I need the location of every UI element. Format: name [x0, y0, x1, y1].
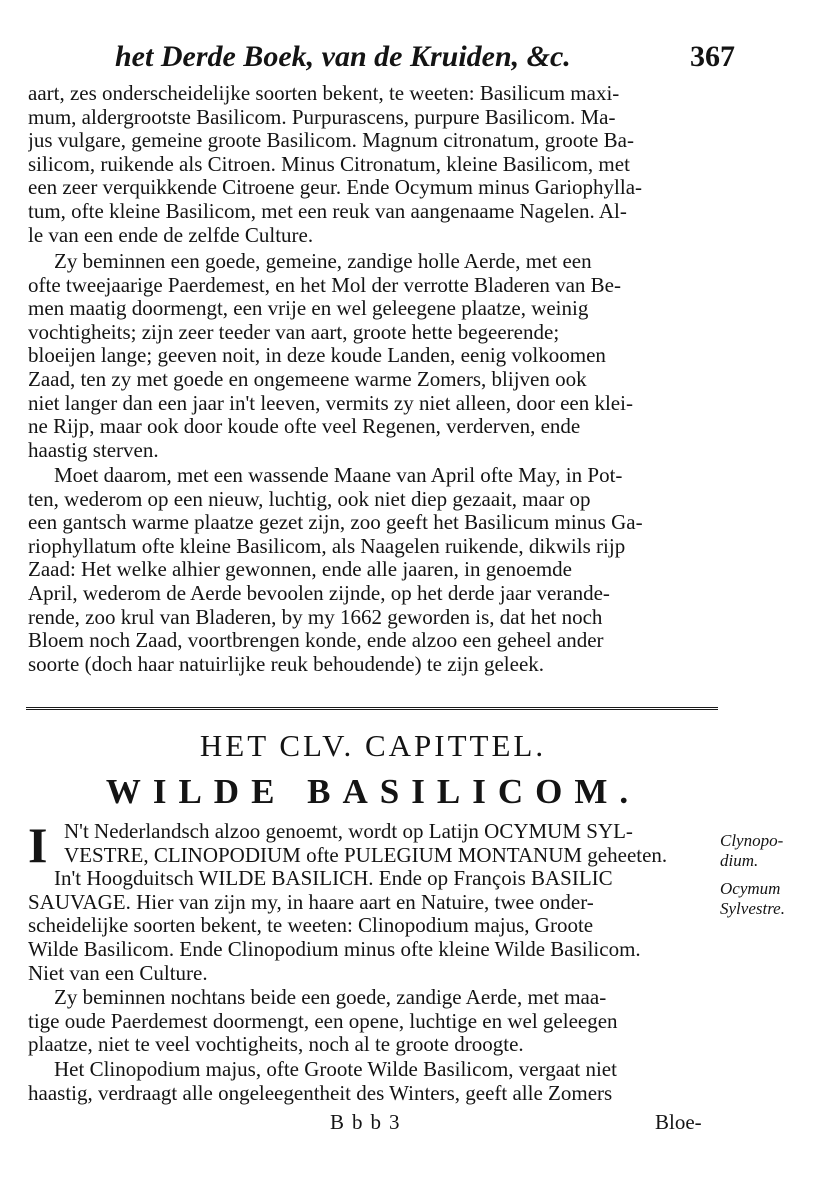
text-line: ten, wederom op een nieuw, luchtig, ook niet diep gezaait, maar op — [28, 487, 591, 511]
paragraph-soil-care — [28, 250, 718, 462]
text-line: Zaad: Het welke alhier gewonnen, ende alle jaaren, in genoemde — [28, 558, 573, 582]
text-line: haastig sterven. — [28, 438, 159, 462]
text-line: een gantsch warme plaatze gezet zijn, zoo geeft het Basilicum minus Ga- — [28, 511, 643, 535]
catchword: Bloe- — [655, 1110, 702, 1134]
text-line: een zeer verquikkende Citroene geur. Ende Ocymum minus Gariophylla- — [28, 176, 643, 200]
text-line: N't Nederlandsch alzoo genoemt, wordt op Latijn OCYMUM SYL- — [64, 820, 633, 843]
text-line: SAUVAGE. Hier van zijn my, in haare aart en Natuire, twee onder- — [28, 890, 594, 914]
text-line: rende, zoo krul van Bladeren, by my 1662 geworden is, dat het noch — [28, 605, 603, 629]
text-line: mum, aldergrootste Basilicom. Purpurascens, purpure Basilicom. Ma- — [28, 105, 616, 129]
page-number: 367 — [690, 40, 735, 73]
text-line: scheidelijke soorten bekent, te weeten: Clinopodium majus, Groote — [28, 914, 594, 938]
chapter-title: WILDE BASILICOM. — [105, 772, 641, 811]
text-line: tige oude Paerdemest doormengt, een opene, luchtige en wel geleegen — [28, 1009, 618, 1033]
text-line: tum, ofte kleine Basilicom, met een reuk van aangenaame Nagelen. Al- — [28, 199, 627, 223]
text-line: Bloem noch Zaad, voortbrengen konde, ende alzoo een geheel ander — [28, 629, 604, 653]
text-line: April, wederom de Aerde bevoolen zijnde, op het derde jaar verande- — [28, 581, 610, 605]
text-line: Niet van een Culture. — [28, 961, 208, 985]
text-line: Moet daarom, met een wassende Maane van April ofte May, in Pot- — [54, 464, 623, 487]
text-line: jus vulgare, gemeine groote Basilicom. Magnum citronatum, groote Ba- — [28, 129, 634, 153]
section-divider — [26, 707, 718, 710]
text-line: le van een ende de zelfde Culture. — [28, 223, 314, 247]
text-line: Zy beminnen een goede, gemeine, zandige holle Aerde, met een — [54, 250, 592, 273]
drop-cap: I — [28, 817, 48, 873]
text-line: vochtigheits; zijn zeer teeder van aart, groote hette begeerende; — [28, 320, 560, 344]
chapter-heading: HET CLV. CAPITTEL. — [199, 728, 547, 763]
text-line: Wilde Basilicom. Ende Clinopodium minus ofte kleine Wilde Basilicom. — [28, 937, 641, 961]
margin-notes — [720, 830, 828, 926]
text-line: VESTRE, CLINOPODIUM ofte PULEGIUM MONTANUM geheeten. — [64, 843, 668, 867]
running-head — [115, 40, 735, 80]
text-line: Het Clinopodium majus, ofte Groote Wilde Basilicom, vergaat niet — [54, 1058, 617, 1081]
text-line: niet langer dan een jaar in't leeven, vermits zy niet alleen, door een klei- — [28, 391, 633, 415]
margin-note: dium. — [720, 851, 759, 870]
text-line: Zaad, ten zy met goede en ongemeene warme Zomers, blijven ook — [28, 367, 587, 391]
paragraph-wild-soil — [28, 986, 718, 1057]
margin-note: Ocymum — [720, 879, 781, 898]
text-line: soorte (doch haar natuirlijke reuk behoudende) te zijn geleek. — [28, 652, 545, 676]
text-line: men maatig doormengt, een vrije en wel geleegene plaatze, weinig — [28, 297, 589, 321]
text-line: haastig, verdraagt alle ongeleegentheit des Winters, geeft alle Zomers — [28, 1081, 613, 1105]
text-line: plaatze, niet te veel vochtigheits, noch al te groote droogte. — [28, 1033, 524, 1057]
margin-note: Clynopo- — [720, 831, 784, 850]
paragraph-names — [28, 817, 718, 985]
text-line: ne Rijp, maar ook door koude ofte veel Regenen, verderven, ende — [28, 415, 581, 439]
text-line: In't Hoogduitsch WILDE BASILICH. Ende op François BASILIC — [54, 867, 613, 891]
text-line: Zy beminnen nochtans beide een goede, zandige Aerde, met maa- — [54, 986, 607, 1009]
text-line: silicom, ruikende als Citroen. Minus Citronatum, kleine Basilicom, met — [28, 152, 630, 176]
margin-note: Sylvestre. — [720, 899, 785, 918]
paragraph-majus — [28, 1058, 718, 1105]
text-line: riophyllatum ofte kleine Basilicom, als Naagelen ruikende, dikwils rijp — [28, 534, 626, 558]
text-line: ofte tweejaarige Paerdemest, en het Mol der verrotte Bladeren van Be- — [28, 273, 621, 297]
text-line: bloeijen lange; geeven noit, in deze koude Landen, eenig volkoomen — [28, 344, 606, 368]
signature-mark: Bbb3 — [330, 1110, 408, 1134]
running-head-title: het Derde Boek, van de Kruiden, &c. — [115, 40, 571, 73]
text-line: aart, zes onderscheidelijke soorten bekent, te weeten: Basilicum maxi- — [28, 82, 620, 105]
paragraph-basil-varieties — [28, 82, 718, 247]
paragraph-sowing — [28, 464, 718, 676]
